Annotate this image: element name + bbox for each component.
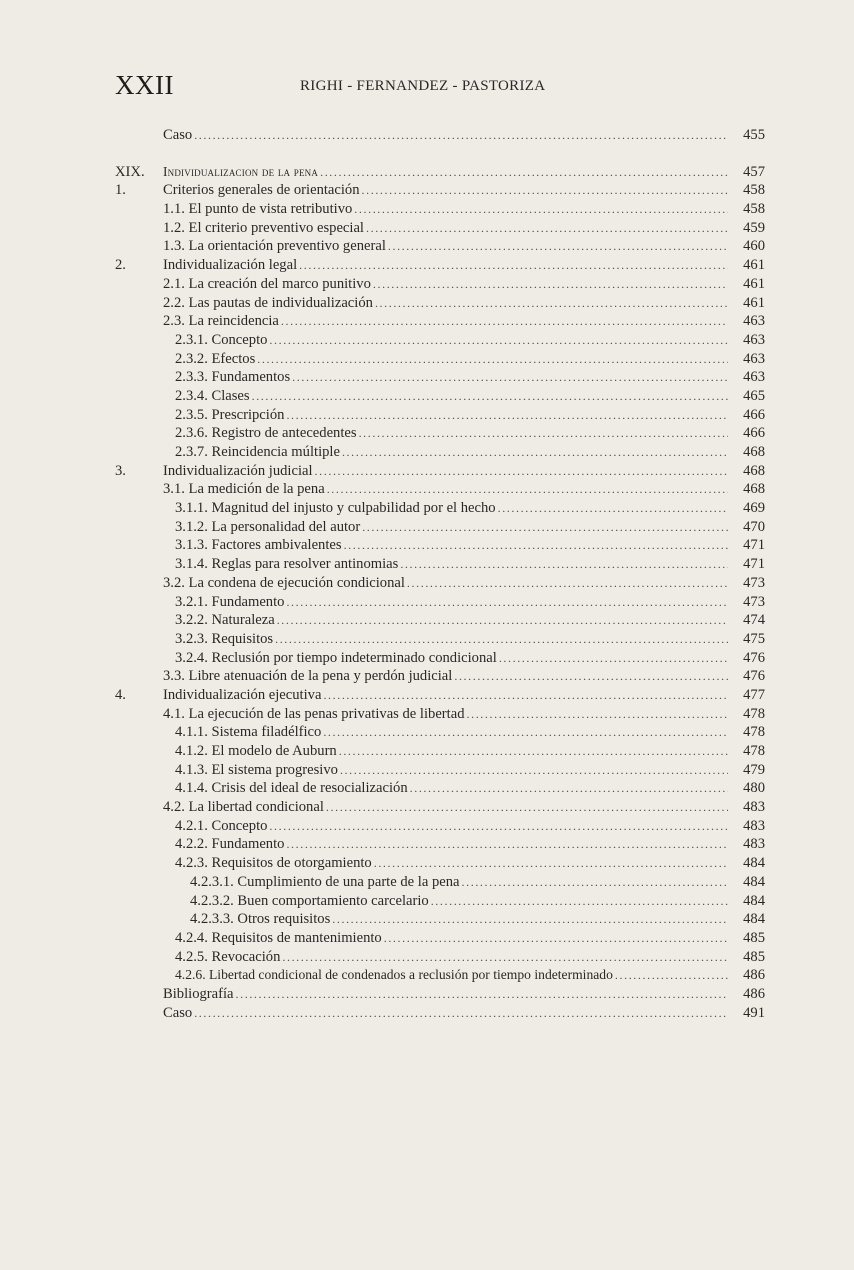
toc-entry-page: 484 — [743, 911, 765, 928]
toc-entry — [115, 779, 765, 798]
dot-leader — [375, 294, 728, 313]
dot-leader — [236, 985, 728, 1004]
toc-entry-page: 491 — [743, 1004, 765, 1021]
dot-leader — [362, 518, 728, 537]
toc-entry-title: 4.1.3. El sistema progresivo — [175, 761, 338, 778]
dot-leader — [332, 910, 728, 929]
toc-entry-page: 468 — [743, 481, 765, 498]
toc-entry-number: 1. — [115, 182, 126, 199]
toc-entry-title: 2.3.2. Efectos — [175, 350, 256, 367]
toc-entry-page: 457 — [743, 163, 765, 180]
toc-entry-page: 458 — [743, 182, 765, 199]
toc-entry-page: 476 — [743, 668, 765, 685]
toc-entry-page: 473 — [743, 574, 765, 591]
toc-entry-title: Bibliografía — [163, 985, 234, 1002]
toc-entry-page: 483 — [743, 817, 765, 834]
toc-entry — [115, 331, 765, 350]
toc-entry — [115, 593, 765, 612]
dot-leader — [286, 406, 728, 425]
dot-leader — [286, 835, 728, 854]
dot-leader — [281, 312, 728, 331]
dot-leader — [339, 742, 728, 761]
toc-entry — [115, 1004, 765, 1023]
dot-leader — [354, 200, 728, 219]
toc-entry-page: 480 — [743, 780, 765, 797]
dot-leader — [373, 275, 728, 294]
toc-entry — [115, 985, 765, 1004]
toc-entry — [115, 406, 765, 425]
toc-entry-page: 475 — [743, 630, 765, 647]
toc-entry-title: Caso — [163, 127, 193, 143]
toc-entry-title: 4.1.2. El modelo de Auburn — [175, 743, 337, 759]
toc-entry-title: 4.1.4. Crisis del ideal de resocialización — [175, 780, 408, 797]
page-number: XXII — [115, 70, 174, 100]
toc-entry — [115, 181, 765, 200]
toc-entry — [115, 686, 765, 705]
dot-leader — [374, 854, 728, 873]
toc-entry-title: 4.2.1. Concepto — [175, 817, 268, 834]
toc-entry-title: 4.2.5. Revocación — [175, 948, 281, 965]
toc-entry — [115, 163, 765, 182]
dot-leader — [327, 480, 728, 499]
toc-entry-title: 2.3.3. Fundamentos — [175, 369, 291, 386]
toc-entry-title: 2.2. Las pautas de individualización — [163, 294, 373, 311]
dot-leader — [323, 686, 728, 705]
toc-entry — [115, 966, 765, 985]
toc-entry-page: 486 — [743, 985, 765, 1002]
toc-entry-title: 2.3.5. Prescripción — [175, 406, 285, 423]
toc-entry-page: 478 — [743, 743, 765, 759]
toc-entry-title: Individualización legal — [163, 257, 298, 274]
toc-entry-page: 470 — [743, 518, 765, 535]
toc-entry-title: Individualización ejecutiva — [163, 686, 322, 703]
dot-leader — [407, 574, 728, 593]
toc-entry-title: Individualización judicial — [163, 462, 313, 479]
toc-entry-page: 485 — [743, 929, 765, 946]
toc-entry — [115, 536, 765, 555]
dot-leader — [282, 948, 728, 967]
dot-leader — [323, 723, 728, 742]
toc-entry-title: 4.2.3. Requisitos de otorgamiento — [175, 855, 372, 872]
dot-leader — [292, 368, 728, 387]
toc-entry — [115, 462, 765, 481]
toc-entry — [115, 200, 765, 219]
dot-leader — [384, 929, 728, 948]
toc-entry-page: 455 — [743, 127, 765, 143]
toc-entry-title: 3.1.1. Magnitud del injusto y culpabilidad por el hecho — [175, 500, 496, 517]
toc-entry-title: 3.2.3. Requisitos — [175, 630, 274, 647]
toc-entry — [115, 667, 765, 686]
toc-entry — [115, 350, 765, 369]
dot-leader — [499, 649, 728, 668]
toc-entry-title: 3.1.3. Factores ambivalentes — [175, 537, 342, 554]
toc-entry-title: 4.2.4. Requisitos de mantenimiento — [175, 929, 382, 946]
toc-entry-title: 2.3.6. Registro de antecedentes — [175, 425, 357, 442]
dot-leader — [388, 237, 728, 256]
toc-entry — [115, 480, 765, 499]
toc-entry-page: 485 — [743, 948, 765, 965]
toc-entry-page: 477 — [743, 686, 765, 703]
toc-entry — [115, 387, 765, 406]
dot-leader — [340, 761, 728, 780]
toc-entry-title: 4.1. La ejecución de las penas privativas de libertad — [163, 705, 465, 722]
toc-entry-page: 459 — [743, 219, 765, 236]
dot-leader — [366, 219, 728, 238]
dot-leader — [194, 1004, 728, 1023]
toc-entry-page: 463 — [743, 350, 765, 367]
toc-entry-title: 2.3.4. Clases — [175, 387, 250, 404]
dot-leader — [275, 630, 728, 649]
page-header — [115, 70, 765, 100]
dot-leader — [269, 331, 728, 350]
toc-entry-number: XIX. — [115, 163, 145, 180]
toc-entry — [115, 649, 765, 668]
dot-leader — [326, 798, 728, 817]
toc-entry — [115, 574, 765, 593]
dot-leader — [252, 387, 728, 406]
toc-entry — [115, 873, 765, 892]
toc-entry — [115, 929, 765, 948]
toc-entry-page: 484 — [743, 873, 765, 890]
toc-entry-title: 2.1. La creación del marco punitivo — [163, 275, 371, 292]
toc-entry — [115, 611, 765, 630]
toc-entry — [115, 368, 765, 387]
dot-leader — [299, 256, 728, 275]
toc-entry-title: 3.2.2. Naturaleza — [175, 612, 275, 629]
toc-entry — [115, 835, 765, 854]
toc-entry — [115, 630, 765, 649]
toc-entry — [115, 312, 765, 331]
toc-entry-page: 463 — [743, 331, 765, 348]
toc-entry — [115, 237, 765, 256]
toc-entry-title: 4.2.2. Fundamento — [175, 836, 285, 853]
toc-entry-page: 461 — [743, 294, 765, 311]
toc-entry-title: 4.2.3.2. Buen comportamiento carcelario — [190, 892, 429, 909]
toc-entry-title: 1.1. El punto de vista retributivo — [163, 201, 353, 218]
toc-entry-page: 461 — [743, 257, 765, 274]
toc-entry — [115, 854, 765, 873]
toc-entry-page: 484 — [743, 892, 765, 909]
table-of-contents — [115, 126, 765, 1022]
toc-entry-page: 478 — [743, 724, 765, 741]
toc-entry-title: 3.2.4. Reclusión por tiempo indeterminado condicional — [175, 649, 497, 666]
toc-entry-page: 468 — [743, 462, 765, 479]
toc-entry-number: 2. — [115, 257, 126, 274]
toc-entry-page: 486 — [743, 967, 765, 984]
toc-entry-title: 2.3.7. Reincidencia múltiple — [175, 444, 340, 460]
toc-entry — [115, 424, 765, 443]
toc-entry — [115, 126, 765, 145]
toc-entry — [115, 761, 765, 780]
toc-entry-title: 4.2.6. Libertad condicional de condenados a reclusión por tiempo indeterminado — [175, 967, 613, 983]
dot-leader — [286, 593, 728, 612]
toc-entry-page: 463 — [743, 313, 765, 330]
toc-entry — [115, 294, 765, 313]
toc-entry — [115, 219, 765, 238]
toc-entry-page: 483 — [743, 836, 765, 853]
toc-entry-page: 474 — [743, 612, 765, 629]
dot-leader — [194, 126, 728, 145]
dot-leader — [320, 163, 728, 182]
toc-entry-title: 1.3. La orientación preventivo general — [163, 238, 386, 255]
toc-entry-page: 479 — [743, 761, 765, 778]
toc-entry-title: 3.1.2. La personalidad del autor — [175, 518, 361, 535]
dot-leader — [269, 817, 728, 836]
toc-entry-title: 4.2. La libertad condicional — [163, 799, 324, 816]
toc-entry-page: 483 — [743, 799, 765, 816]
toc-entry — [115, 443, 765, 462]
toc-entry-title: Individualizacion de la pena — [163, 163, 319, 179]
toc-entry — [115, 256, 765, 275]
toc-entry-page: 463 — [743, 369, 765, 386]
toc-entry-page: 466 — [743, 406, 765, 423]
toc-entry — [115, 555, 765, 574]
toc-entry-page: 461 — [743, 275, 765, 292]
dot-leader — [454, 667, 728, 686]
toc-entry — [115, 723, 765, 742]
toc-entry-page: 469 — [743, 500, 765, 517]
toc-entry — [115, 742, 765, 761]
toc-entry-title: 2.3. La reincidencia — [163, 313, 279, 330]
dot-leader — [498, 499, 728, 518]
toc-entry-page: 471 — [743, 537, 765, 554]
dot-leader — [462, 873, 728, 892]
toc-entry-page: 473 — [743, 593, 765, 610]
toc-entry-title: 3.2.1. Fundamento — [175, 593, 285, 610]
toc-entry-page: 478 — [743, 705, 765, 722]
toc-entry-title: 4.2.3.3. Otros requisitos — [190, 911, 331, 928]
toc-entry-title: 3.1.4. Reglas para resolver antinomias — [175, 556, 399, 573]
dot-leader — [400, 555, 728, 574]
toc-entry-title: 3.1. La medición de la pena — [163, 481, 325, 498]
toc-entry — [115, 910, 765, 929]
dot-leader — [359, 424, 728, 443]
toc-entry-number: 4. — [115, 686, 126, 703]
dot-leader — [344, 536, 728, 555]
toc-entry-title: 2.3.1. Concepto — [175, 331, 268, 348]
dot-leader — [342, 443, 728, 462]
dot-leader — [467, 705, 729, 724]
toc-entry — [115, 275, 765, 294]
toc-entry-title: Criterios generales de orientación — [163, 182, 360, 199]
toc-entry — [115, 499, 765, 518]
toc-entry-title: 4.1.1. Sistema filadélfico — [175, 724, 322, 741]
toc-entry — [115, 798, 765, 817]
toc-entry-page: 466 — [743, 425, 765, 442]
running-head: RIGHI - FERNANDEZ - PASTORIZA — [300, 78, 546, 94]
toc-entry — [115, 705, 765, 724]
toc-entry-page: 484 — [743, 855, 765, 872]
toc-entry-page: 476 — [743, 649, 765, 666]
toc-entry-number: 3. — [115, 462, 126, 479]
toc-entry-title: 3.3. Libre atenuación de la pena y perdón judicial — [163, 668, 453, 685]
toc-entry — [115, 518, 765, 537]
toc-entry-title: 4.2.3.1. Cumplimiento de una parte de la pena — [190, 873, 460, 890]
dot-leader — [315, 462, 728, 481]
toc-entry — [115, 892, 765, 911]
toc-entry-page: 471 — [743, 556, 765, 573]
toc-entry-page: 460 — [743, 238, 765, 255]
dot-leader — [410, 779, 728, 798]
toc-entry-page: 465 — [743, 387, 765, 404]
toc-entry-page: 458 — [743, 201, 765, 218]
toc-entry — [115, 948, 765, 967]
toc-entry-title: Caso — [163, 1004, 193, 1021]
dot-leader — [257, 350, 728, 369]
toc-entry-title: 1.2. El criterio preventivo especial — [163, 219, 364, 236]
dot-leader — [431, 892, 728, 911]
toc-entry-page: 468 — [743, 444, 765, 460]
toc-entry-title: 3.2. La condena de ejecución condicional — [163, 574, 405, 591]
toc-entry — [115, 817, 765, 836]
dot-leader — [362, 181, 728, 200]
dot-leader — [615, 966, 728, 985]
dot-leader — [277, 611, 728, 630]
